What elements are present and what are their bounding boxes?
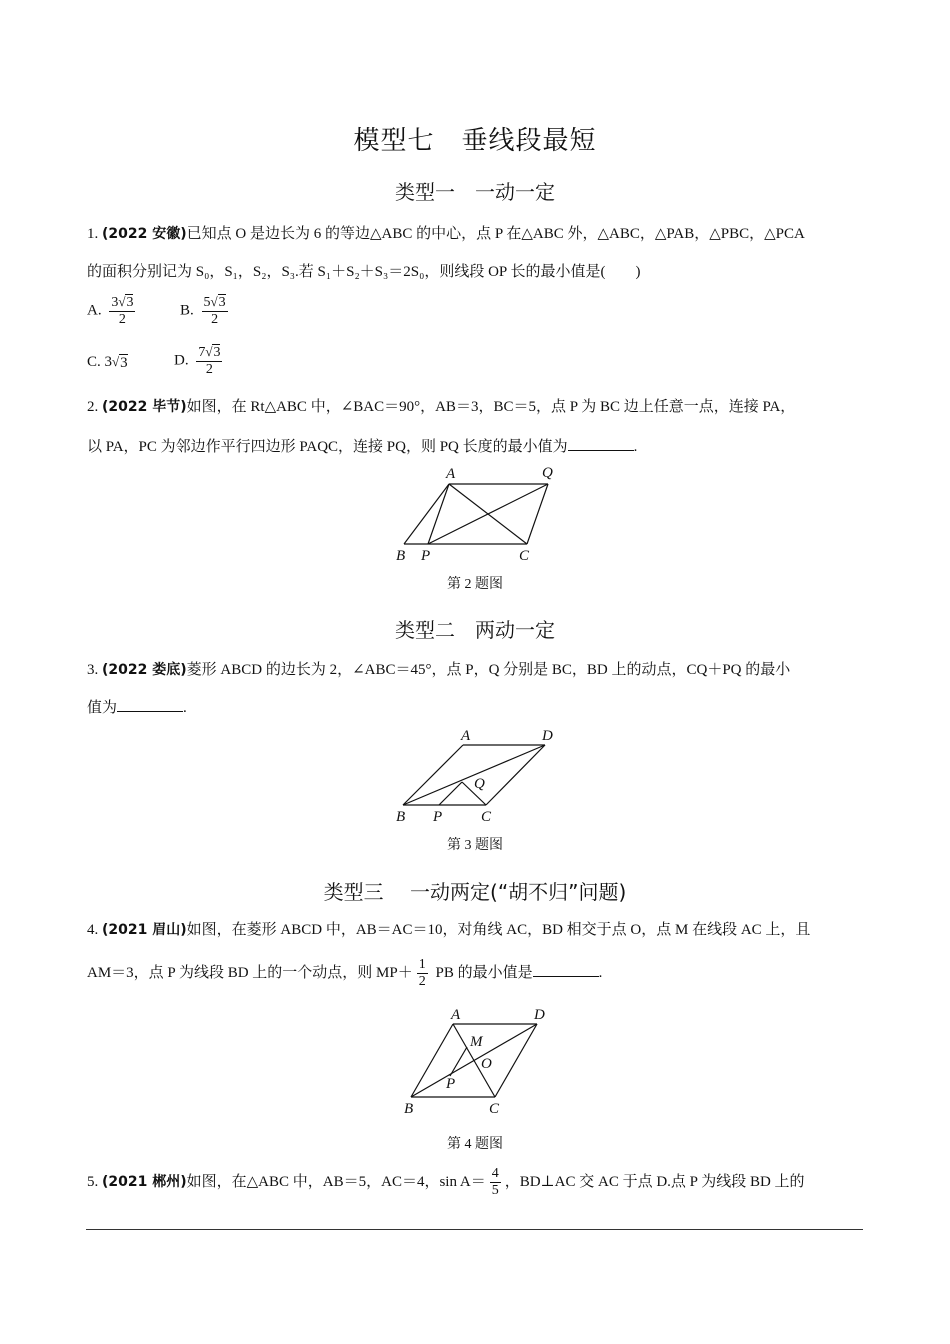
- fraction-one-half: $\frac{1}{2}$: [418, 957, 426, 989]
- problem-number: 2.: [87, 399, 99, 415]
- answer-blank[interactable]: [533, 962, 599, 977]
- label-c: C: [489, 1101, 500, 1117]
- option-c[interactable]: C. 3 √ 3: [87, 354, 128, 371]
- problem-text: 如图，在 Rt△ABC 中，∠BAC＝90°，AB＝3，BC＝5，点 P 为 BC 边上任意一点，连接 PA，: [186, 399, 796, 415]
- label-p: P: [433, 809, 443, 825]
- option-fraction: 3 √ 3 2: [111, 294, 134, 327]
- label-d: D: [542, 728, 553, 744]
- problem-source: (2022 娄底): [102, 662, 187, 678]
- section-heading-type-2: 类型二 两动一定: [395, 618, 555, 642]
- problem-text: 如图，在△ABC 中，AB＝5，AC＝4，sin A＝: [186, 1173, 486, 1190]
- figure-2-caption: 第 2 题图: [447, 577, 503, 592]
- problem-number: 5.: [87, 1173, 99, 1190]
- option-fraction: 7 √ 3 2: [198, 344, 221, 377]
- problem-3-line-1: [87, 660, 867, 680]
- problem-text: PB 的最小值是: [431, 964, 533, 981]
- label-b: B: [396, 809, 406, 825]
- footer-divider: [86, 1229, 863, 1230]
- label-b: B: [396, 548, 406, 564]
- problem-number: 4.: [87, 922, 99, 938]
- problem-source: (2022 毕节): [102, 399, 187, 415]
- problem-4-line-2: [87, 957, 867, 990]
- label-b: B: [404, 1101, 414, 1117]
- figure-3-rhombus: [403, 745, 545, 805]
- label-p: P: [421, 548, 431, 564]
- problem-text: 值为: [87, 700, 118, 716]
- option-label: B.: [180, 302, 194, 319]
- fraction-four-fifths: $\frac{4}{5}$: [491, 1166, 499, 1198]
- option-fraction: 5 √ 3 2: [203, 294, 226, 327]
- problem-text: 如图，在菱形 ABCD 中，AB＝AC＝10，对角线 AC，BD 相交于点 O，点 M 在线段 AC 上，且: [186, 922, 811, 938]
- problem-source: (2021 郴州): [102, 1173, 187, 1190]
- problem-3-line-2: [87, 697, 867, 718]
- label-c: C: [481, 809, 492, 825]
- label-q: Q: [474, 776, 485, 792]
- option-label: D.: [174, 352, 189, 369]
- problem-5-line-1: [87, 1166, 867, 1199]
- period: .: [598, 964, 603, 981]
- problem-source: (2021 眉山): [102, 922, 187, 938]
- label-m: M: [470, 1034, 483, 1050]
- problem-source: (2022 安徽): [102, 226, 187, 242]
- page-title: 模型七 垂线段最短: [353, 126, 597, 156]
- option-label: C.: [87, 354, 101, 370]
- problem-text: 菱形 ABCD 的边长为 2，∠ABC＝45°，点 P，Q 分别是 BC，BD 上的动点，CQ＋PQ 的最小: [186, 662, 791, 678]
- option-label: A.: [87, 302, 102, 319]
- label-a: A: [451, 1007, 461, 1023]
- label-p: P: [446, 1076, 456, 1092]
- section-heading-type-1: 类型一 一动一定: [395, 180, 555, 204]
- period: .: [183, 700, 187, 716]
- problem-1-line-2: 的面积分别记为 S₀，S₁，S₂，S₃.若 S₁＋S₂＋S₃＝2S₀，则线段 OP 长的最小值是( ): [87, 264, 641, 280]
- label-c: C: [519, 548, 530, 564]
- label-a: A: [461, 728, 471, 744]
- period: .: [633, 439, 638, 455]
- problem-number: 1.: [87, 226, 99, 242]
- problem-text: ，BD⊥AC 交 AC 于点 D.点 P 为线段 BD 上的: [504, 1173, 805, 1190]
- problem-text: 以 PA，PC 为邻边作平行四边形 PAQC，连接 PQ，则 PQ 长度的最小值为: [87, 439, 568, 455]
- answer-blank[interactable]: [117, 697, 183, 712]
- label-o: O: [481, 1056, 492, 1072]
- section-heading-type-3: 类型三 一动两定(“胡不归”问题): [323, 880, 627, 904]
- problem-number: 3.: [87, 662, 99, 678]
- problem-text: AM＝3，点 P 为线段 BD 上的一个动点，则 MP＋: [87, 964, 413, 981]
- figure-3-caption: 第 3 题图: [447, 838, 503, 853]
- figure-4-caption: 第 4 题图: [447, 1137, 503, 1152]
- problem-text: 已知点 O 是边长为 6 的等边△ABC 的中心，点 P 在△ABC 外，△ABC，△PAB，△PBC，△PCA: [186, 226, 805, 242]
- label-a: A: [446, 466, 456, 482]
- label-q: Q: [542, 465, 553, 481]
- problem-4-line-1: [87, 920, 867, 940]
- label-d: D: [534, 1007, 545, 1023]
